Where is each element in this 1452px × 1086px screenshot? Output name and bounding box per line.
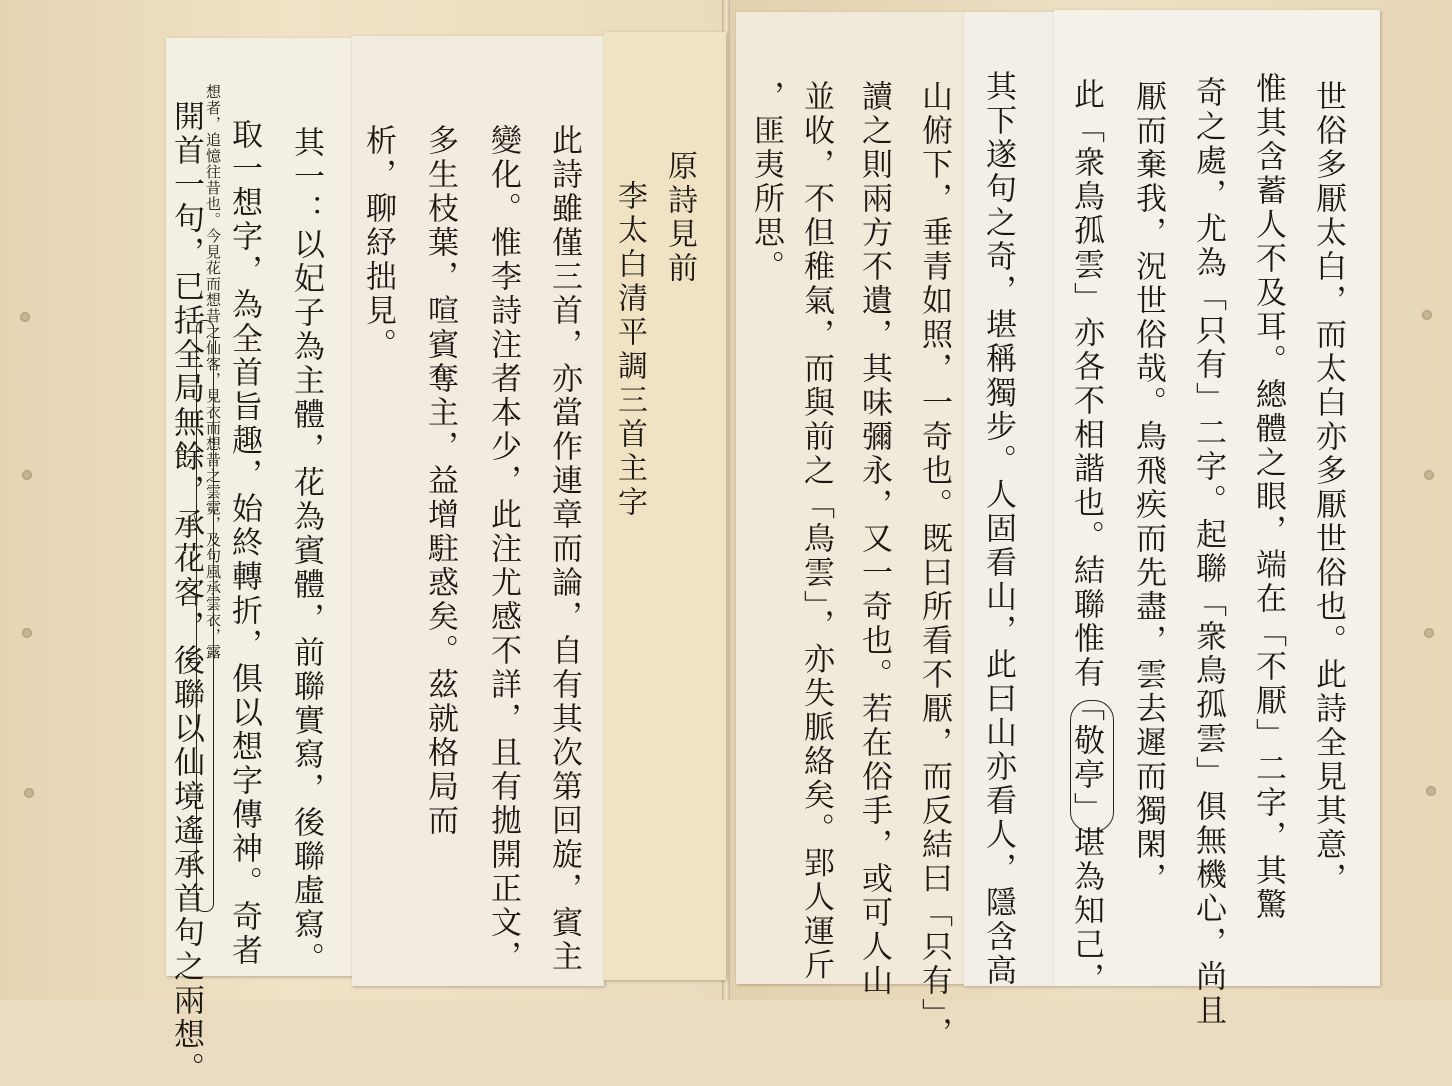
text-column: 山俯下，垂青如照，一奇也。既曰所看不厭，而反結曰「只有」， [916, 80, 952, 1051]
binding-hole [22, 628, 32, 638]
text-column: 惟其含蓄人不及耳。總體之眼，端在「不厭」二字，其驚 [1250, 72, 1286, 922]
text-column: 析，聊紓拙見。 [360, 124, 396, 362]
annotation-note: 想者，追憶往昔也。今見花而想昔之仙客，見衣而想昔之雲霓，及句風承雲衣，露 [204, 84, 222, 660]
margin-bracket [196, 320, 214, 912]
text-column: 此「衆鳥孤雲」亦各不相諧也。結聯惟有「敬亭」堪為知己， [1068, 78, 1104, 996]
text-column: 變化。惟李詩注者本少，此注尤感不詳，且有拋開正文， [485, 124, 521, 974]
text-column: ，匪夷所思。 [748, 80, 784, 284]
text-column: 世俗多厭太白，而太白亦多厭世俗也。此詩全見其意， [1310, 80, 1346, 896]
text-column: 並收，不但稚氣，而與前之「鳥雲」，亦失脈絡矣。郢人運斤 [798, 80, 834, 983]
text-column: 厭而棄我，況世俗哉。鳥飛疾而先盡，雲去遲而獨閑， [1130, 80, 1166, 896]
text-column: 此詩雖僅三首，亦當作連章而論，自有其次第回旋，賓主 [546, 124, 582, 974]
binding-hole [1422, 310, 1432, 320]
binding-hole [22, 470, 32, 480]
binding-hole [1426, 786, 1436, 796]
document-subtitle: 李太白清平調三首主字 [612, 180, 647, 520]
emphasis-circle [1070, 700, 1114, 832]
document-title: 原詩見前 [662, 150, 697, 286]
text-column: 讀之則兩方不遺，其味彌永，又一奇也。若在俗手，或可人山 [856, 80, 892, 998]
text-column: 其一：以妃子為主體，花為賓體，前聯實寫，後聯虛寫。 [288, 126, 324, 976]
binding-hole [1424, 628, 1434, 638]
text-column: 多生枝葉，喧賓奪主，益增駐惑矣。茲就格局而 [422, 124, 458, 838]
text-column: 奇之處，尤為「只有」二字。起聯「衆鳥孤雲」俱無機心，尚且 [1190, 76, 1226, 1028]
text-column: 取一想字，為全首旨趣，始終轉折，俱以想字傳神。奇者 [226, 118, 262, 968]
binding-hole [1424, 470, 1434, 480]
text-column: 其下遂句之奇，堪稱獨步。人固看山，此曰山亦看人，隱含高 [980, 70, 1016, 988]
binding-hole [20, 312, 30, 322]
binding-hole [24, 788, 34, 798]
text-column: 開首一句，已括全局無餘，承花客，後聯以仙境遙承首句之兩想。 [168, 100, 204, 1086]
